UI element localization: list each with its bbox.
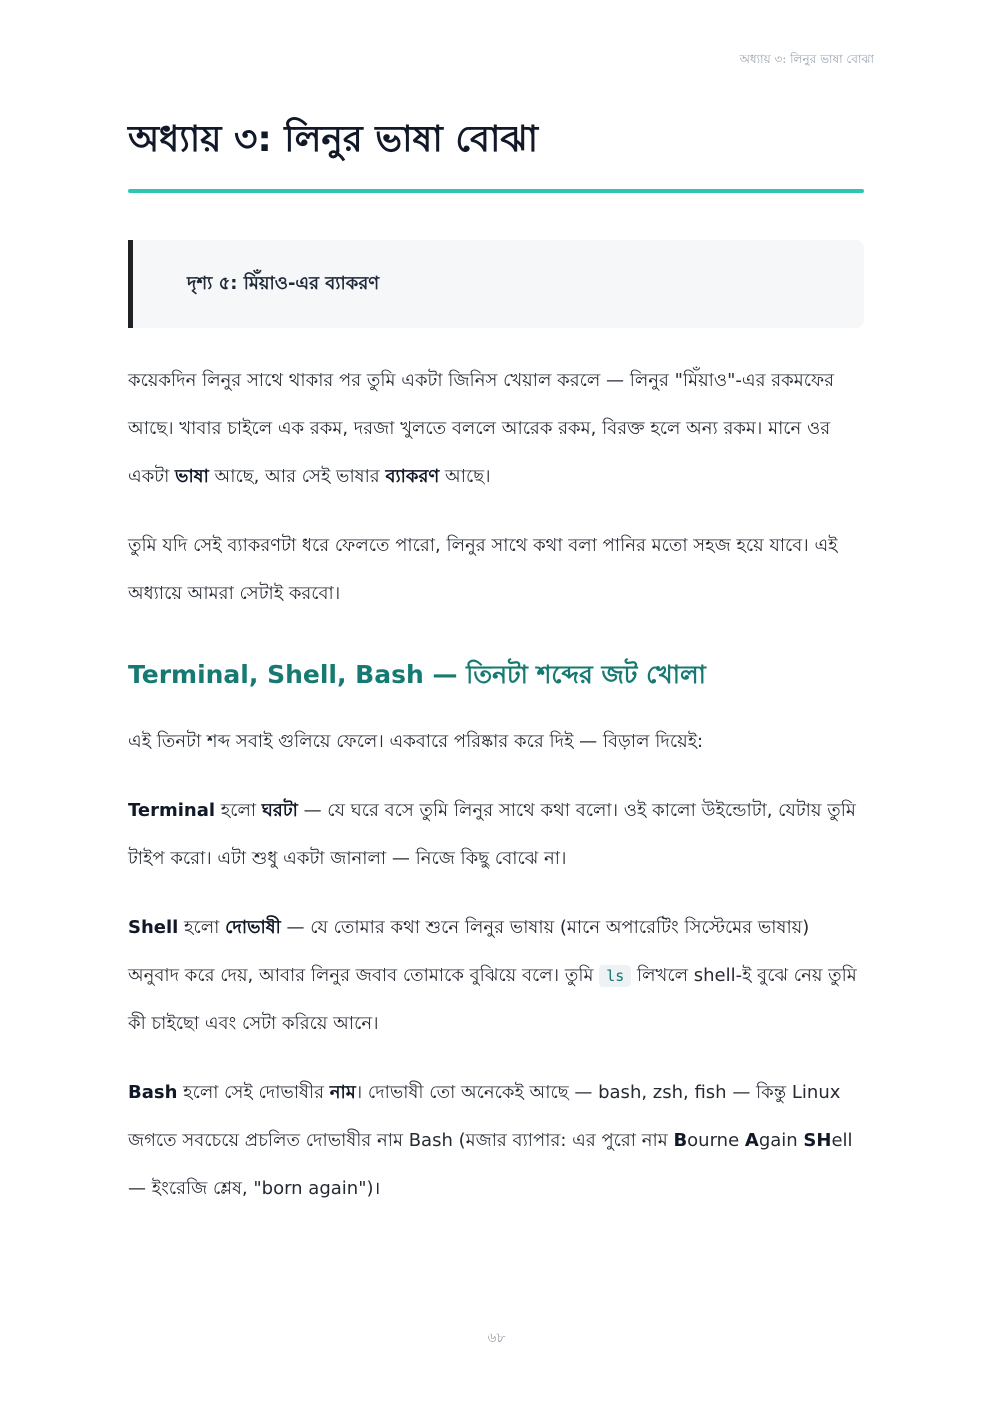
running-head: অধ্যায় ৩: লিনুর ভাষা বোঝা xyxy=(739,52,874,66)
scene-title: দৃশ্য ৫: মিঁয়াও-এর ব্যাকরণ xyxy=(187,273,380,294)
text-run: আছে, আর সেই ভাষার xyxy=(208,466,386,487)
text-run: লিখলে shell-ই বুঝে নেয় তুমি কী চাইছো এবং সেটা করিয়ে আনে। xyxy=(128,965,857,1034)
chapter-title: অধ্যায় ৩: লিনুর ভাষা বোঝা xyxy=(128,119,539,160)
page-number: ৬৮ xyxy=(487,1330,506,1346)
text-run: — যে তোমার কথা শুনে লিনুর ভাষায় (মানে অপারেটিং সিস্টেমের ভাষায়) অনুবাদ করে দেয়, আবার লিনুর জবাব তোমাকে বুঝিয়ে বলে। তুমি xyxy=(128,917,810,986)
text-run: — যে ঘরে বসে তুমি লিনুর সাথে কথা বলো। ওই কালো উইন্ডোটা, যেটায় তুমি টাইপ করো। এটা শুধু একটা জানালা — নিজে কিছু বোঝে না। xyxy=(128,800,856,869)
scene-callout xyxy=(128,240,864,328)
acronym-letter-a: A xyxy=(744,1130,759,1151)
emphasis-dobhashi: দোভাষী xyxy=(225,917,281,938)
acronym-letter-b: B xyxy=(673,1130,688,1151)
intro-paragraph-2: তুমি যদি সেই ব্যাকরণটা ধরে ফেলতে পারো, লিনুর সাথে কথা বলা পানির মতো সহজ হয়ে যাবে। এই অধ্যায়ে আমরা সেটাই করবো। xyxy=(128,535,838,604)
emphasis-byakoron: ব্যাকরণ xyxy=(385,466,440,487)
text-run: — ইংরেজি শ্লেষ, "born again")। xyxy=(128,1178,381,1199)
emphasis-ghorta: ঘরটা xyxy=(261,800,298,821)
text-run: হলো xyxy=(178,917,226,938)
term-shell: Shell xyxy=(128,917,179,938)
text-run: হলো সেই দোভাষীর xyxy=(177,1082,330,1103)
term-bash: Bash xyxy=(128,1082,178,1103)
title-underline xyxy=(128,189,864,193)
text-run: আছে। xyxy=(439,466,491,487)
text-run: কয়েকদিন লিনুর সাথে থাকার পর তুমি একটা জিনিস খেয়াল করলে — লিনুর "মিঁয়াও"-এর রকমফের আছে। খাবার চাইলে এক রকম, দরজা খুলতে বললে আরেক রকম, বিরক্ত হলে অন্য রকম। মানে ওর একটা xyxy=(128,370,835,487)
shell-definition xyxy=(128,904,864,1048)
text-run: । দোভাষী তো অনেকেই আছে — bash, zsh, fish — কিন্তু Linux জগতে সবচেয়ে প্রচলিত দোভাষীর নাম Bash (মজার ব্যাপার: এর পুরো নাম xyxy=(128,1082,841,1151)
bash-definition xyxy=(128,1069,864,1213)
text-run: ell xyxy=(831,1130,853,1151)
text-run: ourne xyxy=(687,1130,745,1151)
section-heading: Terminal, Shell, Bash — তিনটা শব্দের জট খোলা xyxy=(128,660,706,689)
terminal-definition xyxy=(128,787,864,883)
emphasis-bhasha: ভাষা xyxy=(175,466,209,487)
intro-paragraph-1 xyxy=(128,357,864,501)
section-lead: এই তিনটা শব্দ সবাই গুলিয়ে ফেলে। একবারে পরিষ্কার করে দিই — বিড়াল দিয়েই: xyxy=(128,731,704,752)
acronym-letters-sh: SH xyxy=(803,1130,832,1151)
inline-code-ls: ls xyxy=(599,965,631,987)
emphasis-naam: নাম xyxy=(329,1082,356,1103)
text-run: gain xyxy=(758,1130,804,1151)
term-terminal: Terminal xyxy=(128,800,216,821)
text-run: হলো xyxy=(215,800,262,821)
